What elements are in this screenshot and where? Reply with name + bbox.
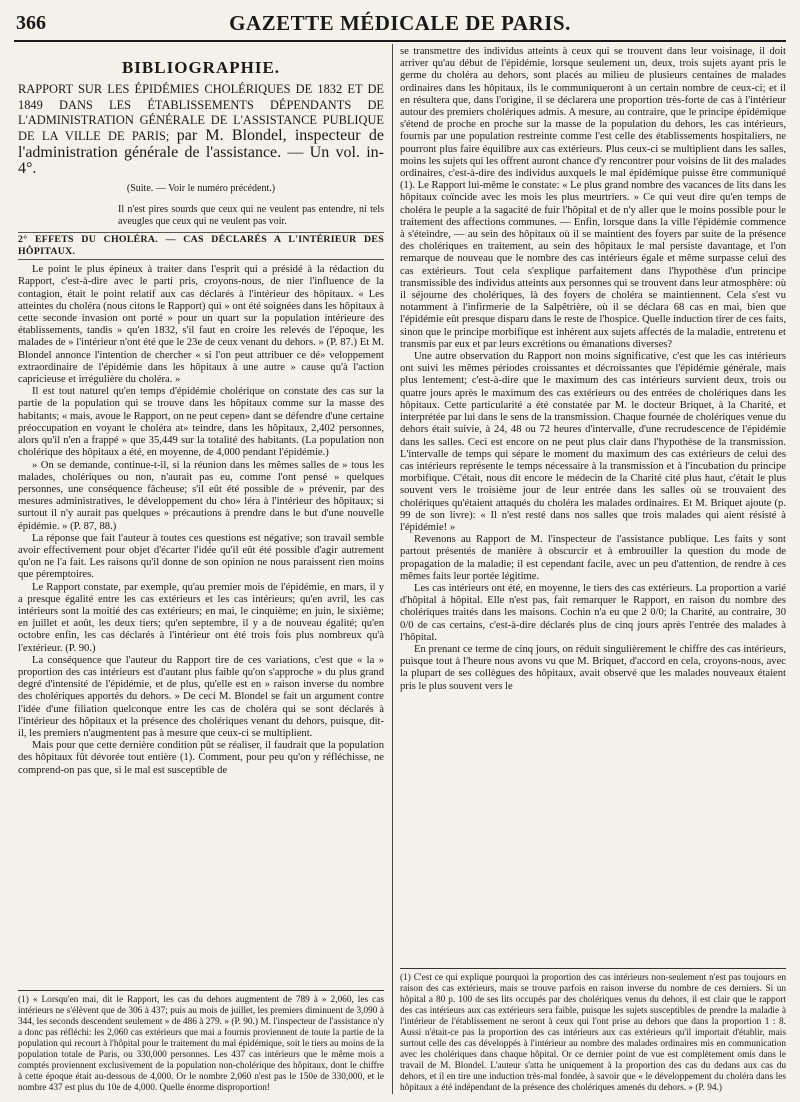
right-column (400, 46, 786, 1094)
paragraph: La réponse que fait l'auteur à toutes ces questions est négative; son travail semble avoir effectivement pour objet d'écarter l'idée qu'il eût été possible d'agir autrement qu'on ne l'a fait. Les raisons qu'il donne de son opinion ne nous paraissent rien moins que péremptoires. (18, 532, 384, 581)
page-number: 366 (16, 12, 46, 34)
paragraph: Il est tout naturel qu'en temps d'épidémie cholérique on constate des cas sur la partie de la population qui se trouve dans les hôpitaux comme sur la masse des habitants; « mais, avoue le Rapport, on ne peut cepen» dant se défendre d'une certaine préoccupation en voyant le choléra at» teindre, dans les hôpitaux, 2,402 personnes, alors qu'il n'en a frappé » que 35,449 sur la totalité des habitants. (La population non cholérique des hôpitaux a été, en moyenne, de 4,000 pendant l'épidémie.) (18, 386, 384, 459)
left-column-body (18, 46, 384, 948)
page-header (14, 10, 786, 42)
paragraph: Le Rapport constate, par exemple, qu'au premier mois de l'épidémie, en mars, il y a presque égalité entre les cas extérieurs et les cas intérieurs; qu'en avril, les cas intérieurs sont la moitié des cas extérieurs; en mai, le cinquième; en juin, le sixième; en juillet et août, les deux tiers; qu'en septembre, il y a de nouveau égalité; qu'en octobre enfin, les cas déclarés à l'intérieur ont été trois fois plus nombreux qu'à l'extérieur. (P. 90.) (18, 581, 384, 654)
article-title-main: RAPPORT SUR LES ÉPIDÉMIES CHOLÉRIQUES DE 1832 ET DE 1849 DANS LES ÉTABLISSEMENTS DÉPENDANTS DE L'ADMINISTRATION GÉNÉRALE DE L'ASSISTANCE PUBLIQUE DE LA VILLE DE PARIS; (18, 82, 384, 144)
article-title (18, 82, 384, 177)
paragraph: Le point le plus épineux à traiter dans l'esprit qui a présidé à la rédaction du Rapport, c'est-à-dire avec le parti pris, croyons-nous, de nier l'influence de la contagion, était le point relatif aux cas déclarés à l'intérieur des hôpitaux. « Les atteintes du choléra (nous citons le Rapport) qui » ont été soignées dans les hôpitaux à cette seconde invasion ont porté » pour un quart sur la population intérieure des établissements, tandis » qu'en 1832, s'il faut en croire les relevés de l'époque, les malades de » l'intérieur n'ont été que le 23e de ceux venant du dehors. » (P. 87.) Et M. Blondel annonce l'intention de chercher « si l'on peut attribuer ce dé» veloppement extraordinaire de l'épidémie dans les hôpitaux à une autre » cause qu'à l'action capricieuse et irrégulière du choléra. » (18, 264, 384, 386)
left-column (18, 46, 384, 1094)
suite-note: (Suite. — Voir le numéro précédent.) (126, 182, 276, 194)
paragraph: La conséquence que l'auteur du Rapport tire de ces variations, c'est que « la » proportion des cas intérieurs est d'autant plus faible qu'on s'approche » du plus grand degré d'intensité de l'épidémie, et de plus, qu'elle est en » raison inverse du nombre des cholériques apportés du dehors. » De ceci M. Blondel se fait un argument contre l'idée d'une filiation quelconque entre les cas de choléra qui se sont déclarés à l'intérieur des hôpitaux et la présence des cholériques venant du dehors, puisque, dit-il, les premiers n'augmentent pas à mesure que ceux-ci se multiplient. (18, 654, 384, 739)
paragraph: Revenons au Rapport de M. l'inspecteur de l'assistance publique. Les faits y sont partout présentés de manière à obscurcir et à embrouiller la question du mode de propagation de la maladie; il est cependant facile, avec un peu d'attention, de rendre à ces mêmes faits leur portée légitime. (400, 534, 786, 582)
footnote-right: (1) C'est ce qui explique pourquoi la proportion des cas intérieurs non-seulement n'est pas toujours en raison des cas extérieurs, mais se trouve parfois en raison inverse du nombre de ces derniers. Si un hôpital a 80 p. 100 de ses lits occupés par des cholériques venus du dehors, il est clair que le rapport des cas intérieurs aux cas extérieurs sera faible, puisque les sujets susceptibles de prendre la maladie à l'intérieur de l'établissement ne seront à ceux qui l'ont prise au dehors que dans la proportion 1 : 8. Aussi n'était-ce pas la proportion des cas intérieurs aux cas extérieurs qu'il importait d'établir, mais surtout celle des cas développés à l'intérieur au nombre des malades ordinaires mis en communication avec les cholériques dans chaque hôpital. Or ce dernier point de vue est complètement omis dans le travail de M. Blondel. L'auteur s'atta he uniquement à la proportion des cas du dedans aux cas du dehors, et il en tire une induction très-mal fondée, à savoir que « le développement du choléra dans les hôpitaux a été indépendant de la présence des cholériques amenés du dehors. » (P. 94.) (400, 968, 786, 1094)
footnote-left: (1) « Lorsqu'en mai, dit le Rapport, les cas du dehors augmentent de 789 à » 2,060, les cas intérieurs ne s'élèvent que de 306 à 437; puis au mois de juillet, les premiers diminuent de 3,090 à 344, les seconds descendent seulement » de 486 à 279. » (P. 90.) M. l'inspecteur de l'assistance n'y a donc pas réfléchi: les 2,060 cas extérieurs que mai a fournis proviennent de toute la partie de la population qui recourt à l'hôpital pour le traitement du mal épidémique, soit le tiers au moins de la population totale de Paris, ou 330,000 personnes. Les 437 cas intérieurs que le même mois a comptés proviennent exclusivement de la population non-cholérique des hôpitaux, dont le chiffre à cette époque était au-dessous de 4,000. Or le nombre 2,060 n'est pas le 150e de 330,000, et le nombre 437 est plus du 10e de 4,000. Quelle énorme disproportion! (18, 990, 384, 1094)
epigraph: Il n'est pires sourds que ceux qui ne veulent pas entendre, ni tels aveugles que ceux qui ne veulent pas voir. (118, 203, 384, 227)
paragraph-continued: se transmettre des individus atteints à ceux qui se trouvent dans leur voisinage, il doit arriver qu'au début de l'épidémie, lorsque seulement un, deux, trois sujets ayant pris le germe du choléra au dehors, sont placés au milieu de plusieurs centaines de malades ordinaires dans les hôpitaux, ils le communiqueront à un certain nombre de ceux-ci; et il en résultera que, dans l'origine, il se déclarera une proportion très-forte de cas à l'intérieur autour des premiers cholériques admis. A mesure, au contraire, que le principe épidémique s'étend de proche en proche sur la masse de la population du dehors, les cas intérieurs, fournis par une population restreinte comme l'est celle des établissements hospitaliers, ne pourront plus faire équilibre aux cas extérieurs. Plus ceux-ci se multiplient dans les salles, moins les sujets qui les offrent auront chance d'y rencontrer pour voisins de lit des malades ordinaires, c'est-à-dire des individus auxquels le mal épidémique puisse être communiqué (1). Le Rapport lui-même le constate: « Le plus grand nombre des vacances de lits dans les hôpitaux coïncide avec les mois les plus meurtriers. » Ce qui veut dire qu'en temps de choléra le peuple a la sagacité de fuir l'hôpital et de n'y aller que le moins possible pour le traitement des affections communes. — Enfin, lorsque dans la ville l'épidémie commence à s'éteindre, — au sein des hôpitaux où il se maintient des foyers par suite de la présence des cholériques en traitement, au sein des hôpitaux le mal persiste davantage, et l'on remarque de nouveau que le nombre des cas intérieurs égale et même surpasse celui des cas extérieurs. Tout cela s'explique parfaitement dans l'hypothèse d'un principe transmissible des individus atteints aux personnes qui se trouvent dans leur atmosphère: où il séjourne des cholériques, là des foyers de choléra se maintiennent. Cela s'est vu notamment à l'infirmerie de la Salpêtrière, où il se déclara 68 cas en mai, bien que l'épidémie eût presque disparu dans le reste de l'hospice. Quelle induction tirer de ces faits, sinon que le principe morbifique est inhérent aux sujets affectés de la maladie, entretenu et transmis par eux et par leurs excrétions ou émanations diverses? (400, 46, 786, 350)
right-column-body (400, 46, 786, 902)
paragraph: Mais pour que cette dernière condition pût se réaliser, il faudrait que la population des hôpitaux fût dévorée tout entière (1). Comment, pour peu qu'on y réfléchisse, ne comprend-on pas que, si le mal est susceptible de (18, 740, 384, 776)
paragraph: Une autre observation du Rapport non moins significative, c'est que les cas intérieurs ont suivi les mêmes périodes croissantes et décroissantes que l'épidémie générale, mais plus lentement; c'est-à-dire que le maximum des cas intérieurs survient deux, trois ou quatre jours après le maximum des cas extérieurs ou des entrées de cholériques dans les hôpitaux. Cette particularité a été constatée par M. le docteur Briquet, à la Charité, et interprétée par lui dans le sens de la transmission. Chaque fournée de cholériques venue du dehors était suivie, à 24, 48 ou 72 heures d'intervalle, d'une recrudescence de l'épidémie dans les salles. Ceci est encore on ne peut plus clair dans l'hypothèse de la transmission. L'intervalle de temps qui sépare le moment du maximum des cas extérieurs de celui des cas intérieurs représente le temps nécessaire à la transmission et à l'incubation du principe morbifique. C'était, nous dit encore le médecin de la Charité cité plus haut, c'était le plus souvent vers le troisième jour de leur entrée dans les salles où se trouvaient des cholériques qu'étaient attaqués du choléra les malades ordinaires. Et M. Briquet ajoute (p. 99 de son livre): « Il n'est resté dans nos salles que trois malades qui aient résisté à l'épidémie! » (400, 351, 786, 533)
section-title: BIBLIOGRAPHIE. (121, 58, 281, 77)
column-divider (392, 44, 393, 1094)
running-head: GAZETTE MÉDICALE DE PARIS. (229, 11, 571, 35)
paragraph: Les cas intérieurs ont été, en moyenne, le tiers des cas extérieurs. La proportion a varié d'hôpital à hôpital. Elle n'est pas, fait remarquer le Rapport, en raison du nombre des cholériques traités dans les maisons. Cochin n'a eu que 2 0/0; la Charité, au contraire, 30 0/0 de cas certains, c'est-à-dire déclarés plus de cinq jours après l'entrée des malades à l'hôpital. (400, 582, 786, 643)
subsection-heading: 2° EFFETS DU CHOLÉRA. — CAS DÉCLARÉS A L'INTÉRIEUR DES HÔPITAUX. (18, 232, 384, 260)
article-title-author: par M. Blondel, inspecteur de l'administration générale de l'assistance. — Un vol. in-4°. (18, 127, 384, 178)
paragraph: En prenant ce terme de cinq jours, on réduit singulièrement le chiffre des cas intérieurs, puisque tout à l'heure nous avons vu que M. Briquet, d'accord en cela, croyons-nous, avec la plupart de ses collègues des hôpitaux, avait observé que les malades nouveaux étaient pris le plus souvent vers le (400, 643, 786, 692)
paragraph: » On se demande, continue-t-il, si la réunion dans les mêmes salles de » tous les malades, cholériques ou non, n'aurait pas eu, comme l'ont pensé » quelques personnes, une conséquence fâcheuse; s'il eût été possible de » prévenir, par des mesures administratives, le développement du cho» léra à l'intérieur des hôpitaux; si surtout il n'y aurait pas quelques » précautions à prendre dans le but d'une nouvelle épidémie. » (P. 87, 88.) (18, 459, 384, 532)
